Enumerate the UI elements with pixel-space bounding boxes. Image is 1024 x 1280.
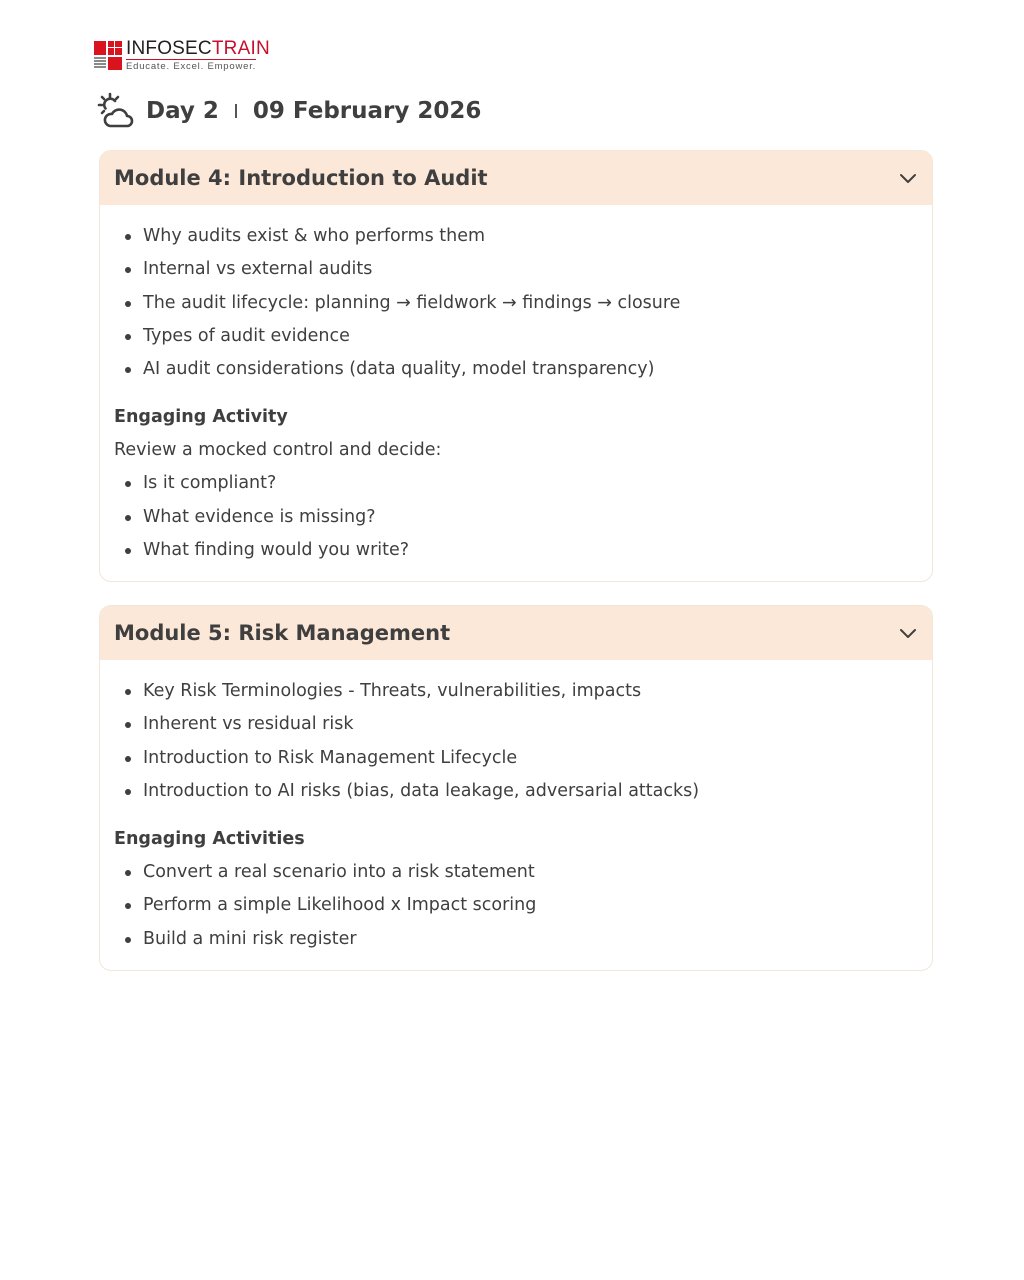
activity-heading: Engaging Activities — [114, 829, 305, 850]
infosectrain-logo — [94, 38, 270, 72]
activity-heading: Engaging Activity — [114, 407, 288, 428]
activity-list — [114, 856, 918, 956]
day-heading — [96, 92, 481, 130]
activity-intro: Review a mocked control and decide: — [114, 440, 442, 461]
chevron-down-icon[interactable] — [898, 168, 918, 188]
chevron-down-icon[interactable] — [898, 623, 918, 643]
module-body-4 — [100, 205, 932, 581]
module-title: Module 5: Risk Management — [114, 621, 451, 645]
sun-cloud-icon — [96, 92, 134, 130]
list-item: Why audits exist & who performs them — [114, 220, 918, 253]
list-item: What evidence is missing? — [114, 501, 918, 534]
module-card-5 — [99, 605, 933, 971]
list-item: Types of audit evidence — [114, 320, 918, 353]
logo-tagline: Educate. Excel. Empower. — [126, 61, 257, 72]
module-title: Module 4: Introduction to Audit — [114, 166, 488, 190]
list-item: Convert a real scenario into a risk statement — [114, 856, 918, 889]
list-item: The audit lifecycle: planning → fieldwork → findings → closure — [114, 287, 918, 320]
list-item: Introduction to AI risks (bias, data leakage, adversarial attacks) — [114, 775, 918, 808]
logo-mark-icon — [94, 41, 122, 70]
logo-wordmark: INFOSECTRAIN — [126, 38, 270, 59]
list-item: Is it compliant? — [114, 467, 918, 500]
list-item: Internal vs external audits — [114, 253, 918, 286]
module-header-4[interactable] — [100, 151, 932, 205]
list-item: Build a mini risk register — [114, 923, 918, 956]
topic-list — [114, 675, 918, 808]
list-item: Introduction to Risk Management Lifecycle — [114, 742, 918, 775]
list-item: Perform a simple Likelihood x Impact scoring — [114, 889, 918, 922]
list-item: Key Risk Terminologies - Threats, vulnerabilities, impacts — [114, 675, 918, 708]
day-label: Day 2 — [146, 98, 219, 124]
module-body-5 — [100, 660, 932, 970]
day-separator — [235, 104, 237, 118]
topic-list — [114, 220, 918, 386]
module-header-5[interactable] — [100, 606, 932, 660]
list-item: AI audit considerations (data quality, model transparency) — [114, 353, 918, 386]
day-date: 09 February 2026 — [252, 98, 482, 124]
list-item: Inherent vs residual risk — [114, 708, 918, 741]
list-item: What finding would you write? — [114, 534, 918, 567]
module-card-4 — [99, 150, 933, 582]
activity-list — [114, 467, 918, 567]
